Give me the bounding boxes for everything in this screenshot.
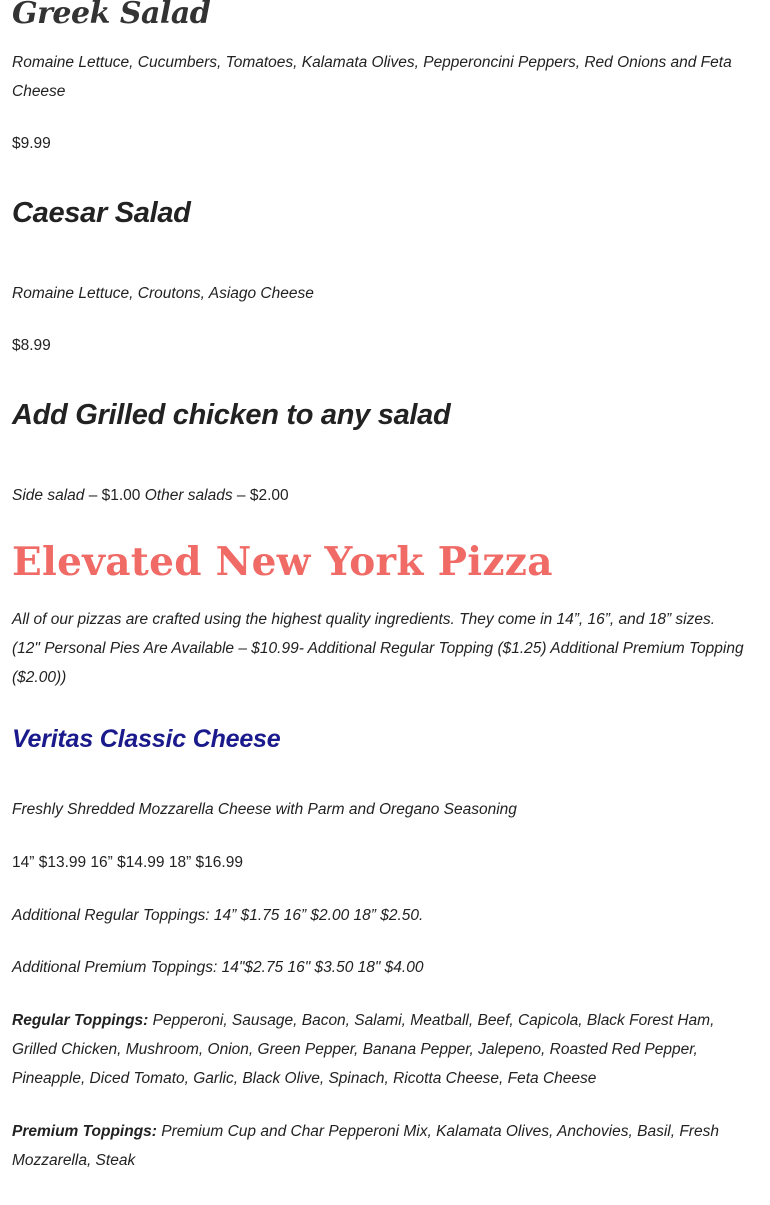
pizza-section-intro: All of our pizzas are crafted using the highest quality ingredients. They come in 14”, 16”, and 18” sizes. (12" Personal Pies Are Available – $10.99- Additional Regular Topping ($1.25) Additional Premium Topping ($2.00)) <box>12 611 744 686</box>
caesar-salad-price: $8.99 <box>12 337 51 354</box>
greek-salad-description: Romaine Lettuce, Cucumbers, Tomatoes, Kalamata Olives, Pepperoncini Peppers, Red Onions and Feta Cheese <box>12 54 732 100</box>
regular-toppings-list: Pepperoni, Sausage, Bacon, Salami, Meatball, Beef, Capicola, Black Forest Ham, Grilled Chicken, Mushroom, Onion, Green Pepper, Banana Pepper, Jalepeno, Roasted Red Pepper, Pineapple, Diced Tomato, Garlic, Black Olive, Spinach, Ricotta Cheese, Feta Cheese <box>12 1012 715 1087</box>
premium-toppings-prices: Additional Premium Toppings: 14"$2.75 16" $3.50 18" $4.00 <box>12 959 424 976</box>
other-salads-label: Other salads <box>144 487 233 504</box>
other-salads-price: – $2.00 <box>232 487 289 504</box>
veritas-classic-title: Veritas Classic Cheese <box>12 725 281 753</box>
pizza-section-title: Elevated New York Pizza <box>12 539 553 585</box>
regular-toppings <box>12 1006 742 1093</box>
premium-toppings <box>12 1117 732 1175</box>
side-salad-price: – $1.00 <box>84 487 145 504</box>
caesar-salad-description: Romaine Lettuce, Croutons, Asiago Cheese <box>12 285 314 302</box>
caesar-salad-title: Caesar Salad <box>12 197 191 229</box>
greek-salad-price: $9.99 <box>12 135 51 152</box>
veritas-classic-description: Freshly Shredded Mozzarella Cheese with Parm and Oregano Seasoning <box>12 801 517 818</box>
add-chicken-prices <box>12 481 289 510</box>
add-chicken-title: Add Grilled chicken to any salad <box>12 399 451 431</box>
veritas-classic-prices: 14” $13.99 16” $14.99 18” $16.99 <box>12 854 243 871</box>
regular-toppings-prices: Additional Regular Toppings: 14” $1.75 16” $2.00 18” $2.50. <box>12 907 424 924</box>
premium-toppings-label: Premium Toppings: <box>12 1123 157 1140</box>
premium-toppings-list: Premium Cup and Char Pepperoni Mix, Kalamata Olives, Anchovies, Basil, Fresh Mozzarella, Steak <box>12 1123 719 1169</box>
side-salad-label: Side salad <box>12 487 85 504</box>
regular-toppings-label: Regular Toppings: <box>12 1012 149 1029</box>
greek-salad-title: Greek Salad <box>12 0 211 31</box>
